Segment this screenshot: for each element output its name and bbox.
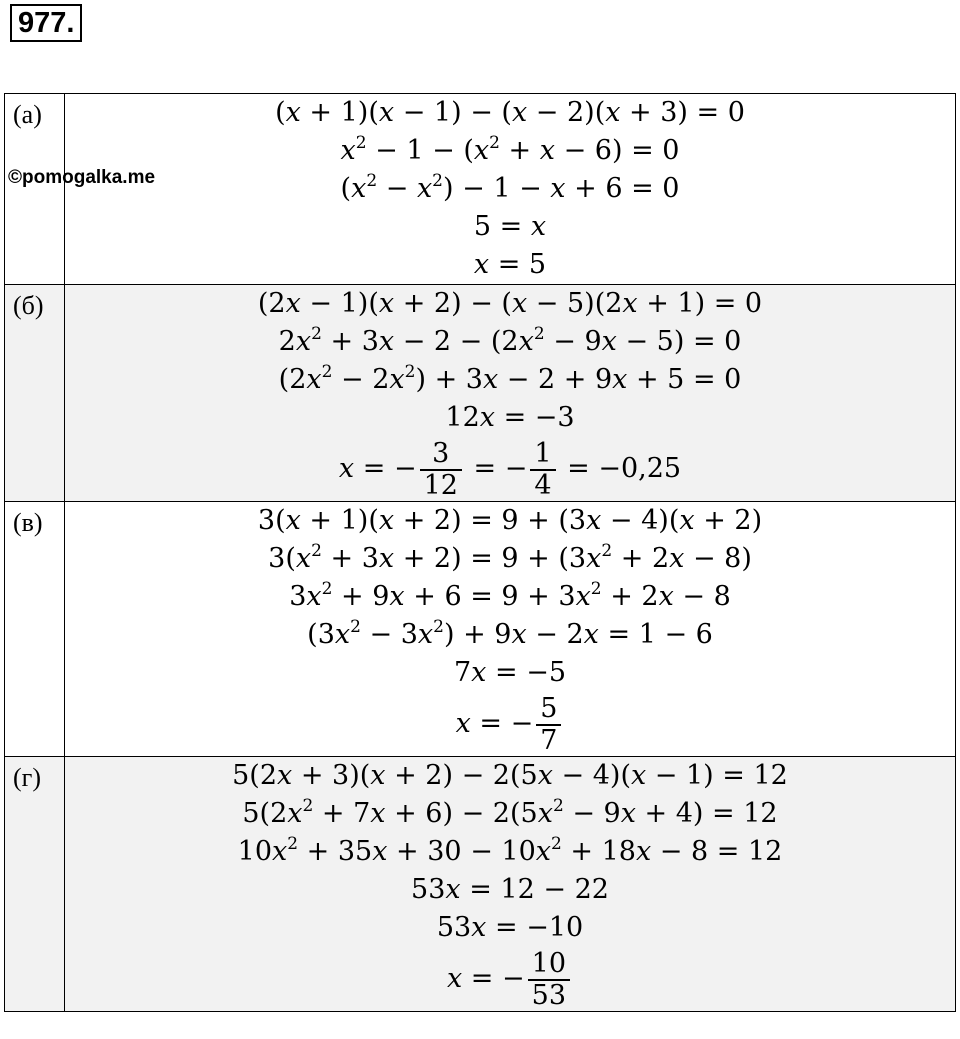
- equation-line: (2x − 1)(x + 2) − (x − 5)(2x + 1) = 0: [257, 288, 763, 319]
- numerator: 1: [534, 437, 552, 469]
- equation-line: $(2x^2 - 2x^2) + 3x - 2 + 9x + 5 = 0$: [278, 362, 742, 395]
- solution-steps: [65, 94, 956, 285]
- solution-row: [5, 757, 956, 1012]
- numerator: 3: [432, 437, 450, 469]
- equation-line: 5(2x + 3)(x + 2) − 2(5x − 4)(x − 1) = 12: [232, 760, 788, 791]
- equation-line: $2x^2 + 3x - 2 - (2x^2 - 9x - 5) = 0$: [278, 324, 742, 357]
- fraction: [536, 694, 561, 756]
- denominator: 12: [420, 469, 462, 501]
- numerator: 5: [540, 692, 558, 724]
- equation-line: $x^2 - 1 - (x^2 + x - 6) = 0$: [340, 133, 680, 166]
- denominator: 53: [528, 979, 570, 1011]
- equation-line: 7x = −5: [453, 657, 566, 688]
- fraction: [528, 949, 570, 1011]
- equation-line: $3x^2 + 9x + 6 = 9 + 3x^2 + 2x - 8$: [289, 579, 731, 612]
- equation-line: 12x = −3: [445, 402, 575, 433]
- equation-line: $3(x^2 + 3x + 2) = 9 + (3x^2 + 2x - 8)$: [268, 541, 752, 574]
- numerator: 10: [531, 947, 566, 979]
- solution-row: [5, 285, 956, 502]
- solution-steps: [65, 502, 956, 757]
- equation-line: 53x = −10: [436, 912, 584, 943]
- watermark: ©pomogalka.me: [8, 167, 156, 188]
- equation-line: $(x^2 - x^2) - 1 - x + 6 = 0$: [340, 171, 680, 204]
- equation-line: $(3x^2 - 3x^2) + 9x - 2x = 1 - 6$: [307, 617, 713, 650]
- part-label: (г): [5, 757, 65, 1012]
- equation-line: x = − $\frac{3}{12}$ = − $\frac{1}{4}$ = −0,25: [338, 437, 682, 501]
- solution-steps: [65, 757, 956, 1012]
- equation-line: $5(2x^2 + 7x + 6) - 2(5x^2 - 9x + 4) = 12$: [242, 796, 778, 829]
- equation-line: x = − $\frac{10}{53}$: [65, 947, 955, 1011]
- solution-steps: [65, 285, 956, 502]
- equation-line: $10x^2 + 35x + 30 - 10x^2 + 18x - 8 = 12$: [237, 834, 783, 867]
- equation-line: x = 5: [473, 249, 547, 280]
- fraction: [530, 439, 555, 501]
- equation-line: 5 = x: [473, 211, 547, 242]
- equation-line: x = − $\frac{5}{7}$: [65, 692, 955, 756]
- part-label: (а): [5, 94, 65, 285]
- fraction: [420, 439, 462, 501]
- equation-line: 53x = 12 − 22: [411, 874, 609, 905]
- denominator: 7: [536, 724, 561, 756]
- part-label: (б): [5, 285, 65, 502]
- solution-row: [5, 502, 956, 757]
- denominator: 4: [530, 469, 555, 501]
- equation-line: 3(x + 1)(x + 2) = 9 + (3x − 4)(x + 2): [257, 505, 763, 536]
- task-number: 977.: [10, 4, 82, 42]
- part-label: (в): [5, 502, 65, 757]
- solutions-table: [4, 93, 956, 1012]
- solution-row: [5, 94, 956, 285]
- equation-line: (x + 1)(x − 1) − (x − 2)(x + 3) = 0: [275, 97, 745, 128]
